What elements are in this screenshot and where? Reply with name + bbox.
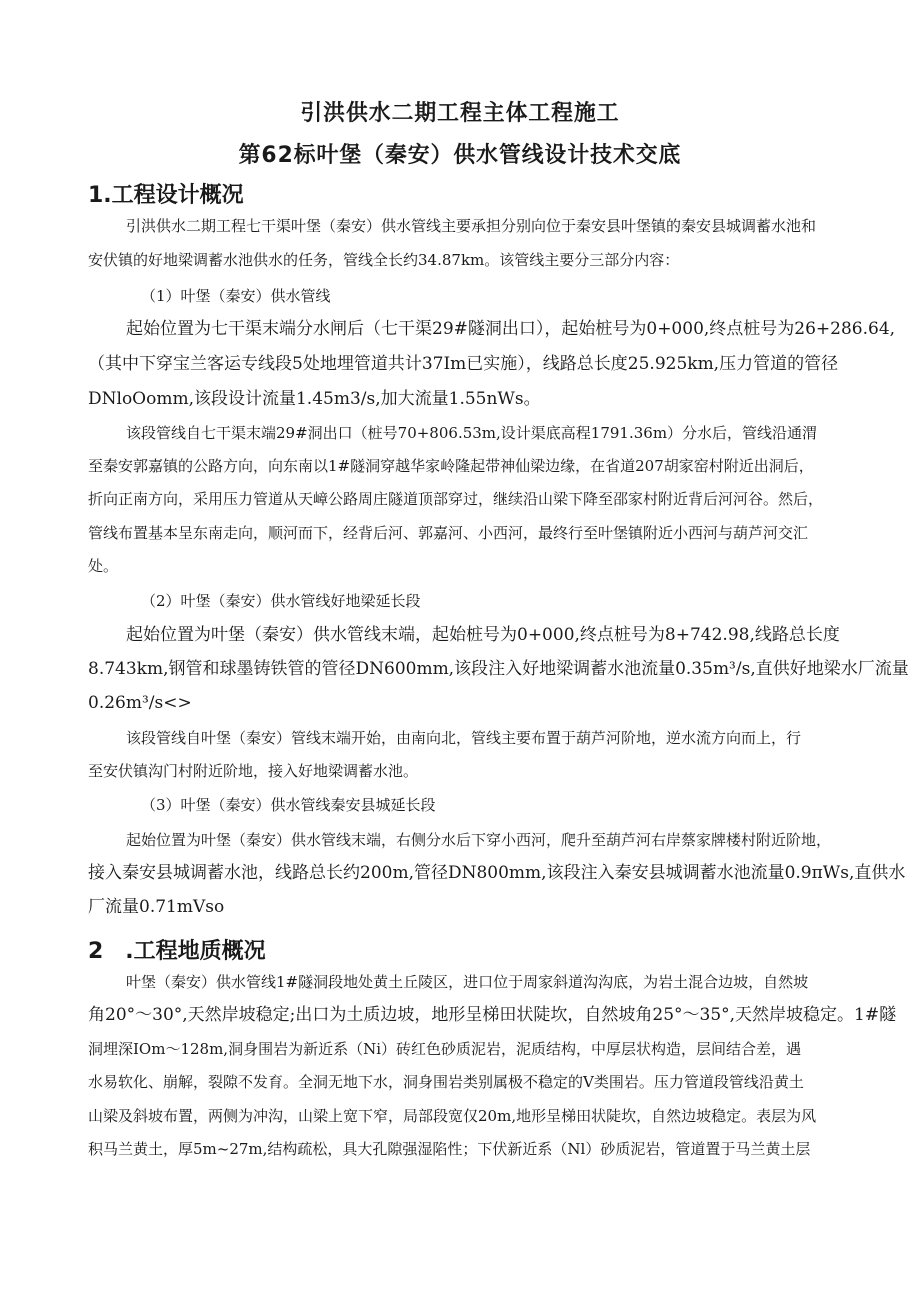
paragraph-line: 厂流量0.71mVso — [88, 897, 225, 917]
paragraph-line: 洞埋深IOm～128m,洞身围岩为新近系（Ni）砖红色砂质泥岩，泥质结构，中厚层状构造，层间结合差，遇 — [88, 1040, 801, 1058]
paragraph-line: 管线布置基本呈东南走向，顺河而下，经背后河、郭嘉河、小西河，最终行至叶堡镇附近小西河与葫芦河交汇 — [88, 524, 809, 542]
paragraph-line: 引洪供水二期工程七干渠叶堡（秦安）供水管线主要承担分别向位于秦安县叶堡镇的秦安县城调蓄水池和 — [126, 217, 817, 235]
paragraph-line: 0.26m³/s<> — [88, 693, 192, 713]
paragraph-line: 起始位置为七干渠末端分水闸后（七干渠29#隧洞出口），起始桩号为0+000,终点桩号为26+286.64, — [126, 319, 896, 339]
paragraph-line: DNloOomm,该段设计流量1.45m3/s,加大流量1.55nWs。 — [88, 389, 541, 409]
subsection-1-heading: （1）叶堡（秦安）供水管线 — [141, 287, 331, 305]
paragraph-line: 山梁及斜坡布置，两侧为冲沟，山梁上宽下窄，局部段宽仅20m,地形呈梯田状陡坎，自然边坡稳定。表层为风 — [88, 1107, 817, 1125]
paragraph-line: 安伏镇的好地梁调蓄水池供水的任务，管线全长约34.87km。该管线主要分三部分内容： — [88, 251, 680, 269]
title-line-2: 第62标叶堡（秦安）供水管线设计技术交底 — [238, 143, 682, 168]
paragraph-line: 该段管线自叶堡（秦安）管线末端开始，由南向北，管线主要布置于葫芦河阶地，逆水流方向而上，行 — [126, 729, 802, 747]
section-1-heading: 1.工程设计概况 — [88, 183, 244, 208]
paragraph-line: 折向正南方向，采用压力管道从天嶂公路周庄隧道顶部穿过，继续沿山梁下降至邵家村附近背后河河谷。然后， — [88, 490, 824, 508]
paragraph-line: 起始位置为叶堡（秦安）供水管线末端，起始桩号为0+000,终点桩号为8+742.98,线路总长度 — [126, 625, 840, 645]
subsection-2-heading: （2）叶堡（秦安）供水管线好地梁延长段 — [141, 592, 421, 610]
paragraph-line: 起始位置为叶堡（秦安）供水管线末端，右侧分水后下穿小西河，爬升至葫芦河右岸蔡家牌楼村附近阶地， — [126, 831, 832, 849]
paragraph-line: 接入秦安县城调蓄水池，线路总长约200m,管径DN800mm,该段注入秦安县城调蓄水池流量0.9πWs,直供水 — [88, 863, 906, 883]
paragraph-line: 8.743km,钢管和球墨铸铁管的管径DN600mm,该段注入好地梁调蓄水池流量0.35m³/s,直供好地梁水厂流量 — [88, 659, 909, 679]
title-line-1: 引洪供水二期工程主体工程施工 — [300, 101, 620, 126]
paragraph-line: 角20°～30°,天然岸坡稳定;出口为土质边坡，地形呈梯田状陡坎，自然坡角25°～35°,天然岸坡稳定。1#隧 — [88, 1005, 897, 1025]
paragraph-line: 至安伏镇沟门村附近阶地，接入好地梁调蓄水池。 — [88, 762, 419, 780]
paragraph-line: 该段管线自七干渠末端29#洞出口（桩号70+806.53m,设计渠底高程1791.36m）分水后，管线沿通渭 — [126, 424, 818, 442]
paragraph-line: 至秦安郭嘉镇的公路方向，向东南以1#隧洞穿越华家岭隆起带神仙梁边缘，在省道207胡家窑村附近出洞后， — [88, 457, 814, 475]
paragraph-line: 积马兰黄土，厚5m~27m,结构疏松，具大孔隙强湿陷性；下伏新近系（Nl）砂质泥岩，管道置于马兰黄土层 — [88, 1140, 811, 1158]
paragraph-line: 叶堡（秦安）供水管线1#隧洞段地处黄土丘陵区，进口位于周家斜道沟沟底，为岩土混合边坡，自然坡 — [126, 973, 809, 991]
section-2-heading: 2 .工程地质概况 — [88, 939, 266, 964]
subsection-3-heading: （3）叶堡（秦安）供水管线秦安县城延长段 — [141, 796, 436, 814]
paragraph-line: 处。 — [88, 557, 119, 575]
paragraph-line: （其中下穿宝兰客运专线段5处地埋管道共计37Im已实施），线路总长度25.925km,压力管道的管径 — [88, 354, 839, 374]
paragraph-line: 水易软化、崩解，裂隙不发育。全洞无地下水，洞身围岩类别属极不稳定的V类围岩。压力管道段管线沿黄土 — [88, 1073, 804, 1091]
